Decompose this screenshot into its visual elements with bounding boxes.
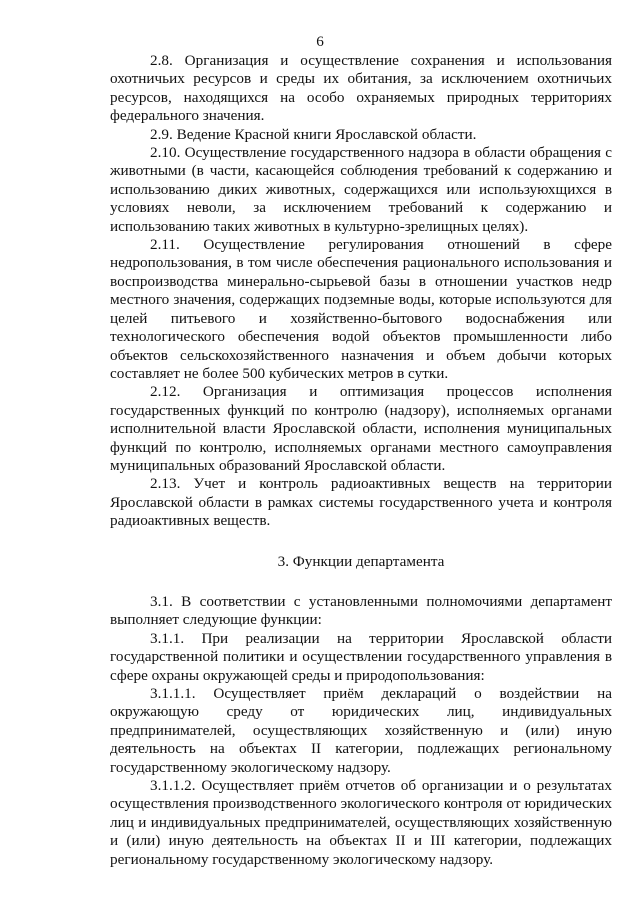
paragraph-3-1-1: 3.1.1. При реализации на территории Ярославской области государственной политики и осуществлении государственного управления в сфере охраны окружающей среды и природопользования: [110, 629, 612, 684]
paragraph-2-9: 2.9. Ведение Красной книги Ярославской области. [150, 125, 477, 143]
paragraph-2-11: 2.11. Осуществление регулирования отношений в сфере недропользования, в том числе обеспечения рационального использования и воспроизводства минерально-сырьевой базы в отношении участков недр местного значения, содержащих подземные воды, которые используются для целей питьевого и хозяйственно-бытового водоснабжения или технологического обеспечения водой объектов промышленности либо объектов сельскохозяйственного назначения и объем добычи которых составляет не более 500 кубических метров в сутки. [110, 236, 612, 382]
paragraph-3-1-1-2: 3.1.1.2. Осуществляет приём отчетов об организации и о результатах осуществления производственного экологического контроля от юридических лиц и индивидуальных предпринимателей, осуществляющих хозяйственную и (или) иную деятельность на объектах II и III категории, подлежащих региональному государственному экологическому надзору. [110, 777, 612, 868]
document-body [110, 52, 612, 869]
paragraph-2-12: 2.12. Организация и оптимизация процессов исполнения государственных функций по контролю (надзору), исполняемых органами исполнительной власти Ярославской области, исполнения муниципальных функций по контролю, исполняемых органами местного самоуправления муниципальных образований Ярославской области. [110, 383, 612, 474]
section-heading: 3. Функции департамента [277, 552, 445, 570]
page-number: 6 [316, 33, 324, 50]
paragraph-2-8: 2.8. Организация и осуществление сохранения и использования охотничьих ресурсов и среды их обитания, за исключением охотничьих ресурсов, находящихся на особо охраняемых природных территориях федерального значения. [110, 52, 612, 125]
paragraph-3-1: 3.1. В соответствии с установленными полномочиями департамент выполняет следующие функции: [110, 592, 612, 629]
paragraph-2-13: 2.13. Учет и контроль радиоактивных веществ на территории Ярославской области в рамках системы государственного учета и контроля радиоактивных веществ. [110, 475, 612, 530]
paragraph-3-1-1-1: 3.1.1.1. Осуществляет приём деклараций о воздействии на окружающую среду от юридических лиц, индивидуальных предпринимателей, осуществляющих хозяйственную и (или) иную деятельность на объектах II категории, подлежащих региональному государственному экологическому надзору. [110, 685, 612, 776]
paragraph-2-10: 2.10. Осуществление государственного надзора в области обращения с животными (в части, касающейся соблюдения требований к содержанию и использованию диких животных, содержащихся или используюхщихся в условиях неволи, за исключением требований к содержанию и использованию таких животных в культурно-зрелищных целях). [110, 144, 612, 235]
